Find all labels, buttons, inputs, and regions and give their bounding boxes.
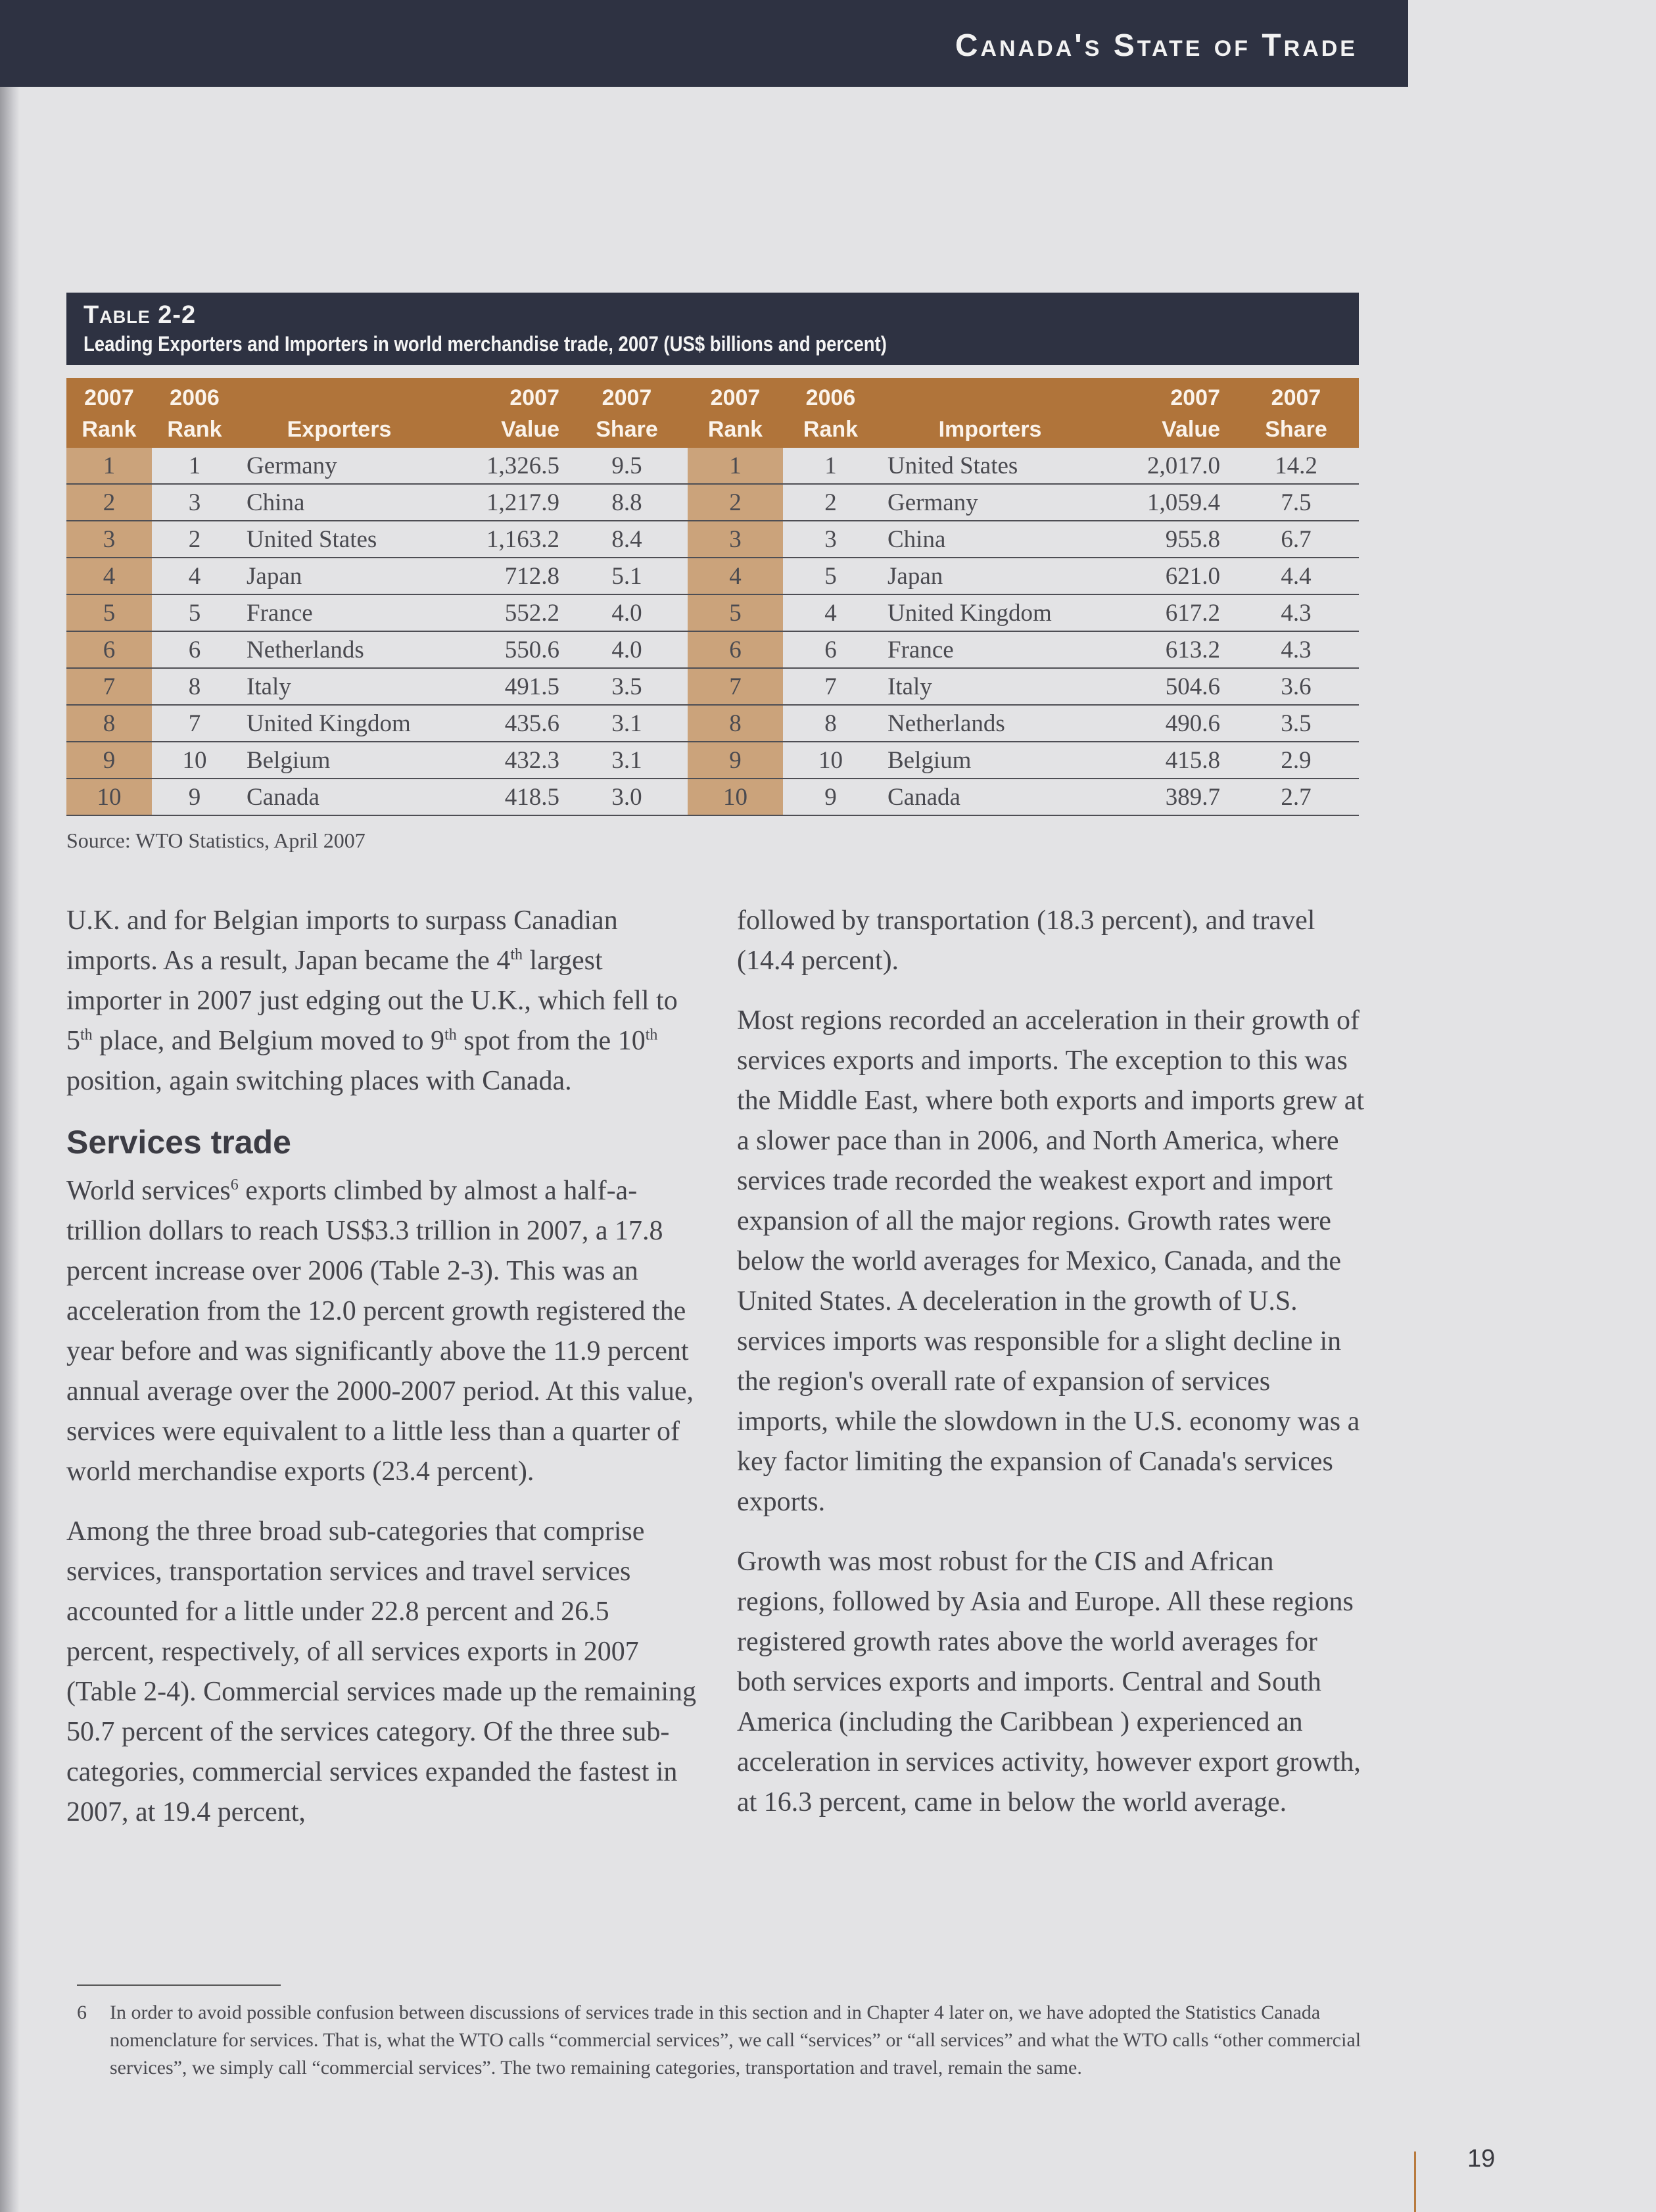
table-cell-iv: 490.6 [1102, 705, 1233, 742]
table-cell-ev: 552.2 [441, 594, 566, 631]
table-cell-er07: 3 [66, 521, 152, 558]
table-cell-iv: 613.2 [1102, 631, 1233, 668]
right-column [737, 901, 1368, 1842]
running-header [0, 0, 1408, 87]
left-paragraph-1: U.K. and for Belgian imports to surpass Canadian imports. As a result, Japan became the 4th largest importer in 2007 just edging out the U.K., which fell to 5th place, and Belgium moved to 9th spot from the 10th position, again switching places with Canada. [66, 905, 678, 1096]
header-imp-share: 2007 Share [1233, 378, 1359, 448]
table-cell-exp: Belgium [237, 742, 441, 779]
table-cell-exp: Netherlands [237, 631, 441, 668]
table-cell-ir07: 6 [688, 631, 783, 668]
table-description: Leading Exporters and Importers in world merchandise trade, 2007 (US$ billions and percent) [83, 332, 887, 356]
table-cell-exp: Japan [237, 558, 441, 594]
table-cell-is: 6.7 [1233, 521, 1359, 558]
table-cell-is: 4.3 [1233, 631, 1359, 668]
table-cell-er06: 10 [152, 742, 237, 779]
table-cell-imp: France [878, 631, 1102, 668]
table-cell-is: 3.5 [1233, 705, 1359, 742]
table-cell-er06: 4 [152, 558, 237, 594]
header-exporters: Exporters [237, 378, 441, 448]
table-cell-er07: 2 [66, 484, 152, 521]
table-row [66, 448, 1359, 484]
table-cell-ev: 550.6 [441, 631, 566, 668]
table-caption [66, 293, 1359, 365]
table-cell-is: 14.2 [1233, 448, 1359, 484]
table-cell-ev: 1,326.5 [441, 448, 566, 484]
table-cell-es: 4.0 [566, 631, 688, 668]
table-cell-ev: 491.5 [441, 668, 566, 705]
table-cell-ev: 1,217.9 [441, 484, 566, 521]
table-cell-er07: 7 [66, 668, 152, 705]
table-cell-ir06: 4 [783, 594, 878, 631]
table-cell-ir06: 10 [783, 742, 878, 779]
table-cell-exp: United States [237, 521, 441, 558]
table-cell-ir07: 3 [688, 521, 783, 558]
table-cell-es: 3.1 [566, 705, 688, 742]
table-cell-iv: 504.6 [1102, 668, 1233, 705]
table-cell-er06: 1 [152, 448, 237, 484]
table-cell-iv: 617.2 [1102, 594, 1233, 631]
footnote-reference[interactable]: 6 [230, 1176, 239, 1193]
table-cell-ir07: 5 [688, 594, 783, 631]
trade-table [66, 378, 1359, 816]
table-cell-er07: 4 [66, 558, 152, 594]
table-cell-is: 2.7 [1233, 779, 1359, 815]
table-cell-ev: 418.5 [441, 779, 566, 815]
table-number: Table 2-2 [83, 301, 197, 329]
footnote-divider [77, 1984, 281, 1986]
table-cell-er06: 3 [152, 484, 237, 521]
table-cell-ir07: 9 [688, 742, 783, 779]
header-exp-rank-2006: 2006 Rank [152, 378, 237, 448]
table-row [66, 631, 1359, 668]
table-cell-ir06: 1 [783, 448, 878, 484]
table-row [66, 594, 1359, 631]
left-column [66, 901, 698, 1852]
table-cell-is: 7.5 [1233, 484, 1359, 521]
table-cell-es: 3.1 [566, 742, 688, 779]
table-cell-ev: 712.8 [441, 558, 566, 594]
table-cell-imp: China [878, 521, 1102, 558]
right-paragraph-2: Most regions recorded an acceleration in their growth of services exports and imports. The exception to this was the Middle East, where both exports and imports grew at a slower pace than in 2006, and North America, where services trade recorded the weakest export and import expansion of all the major regions. Growth rates were below the world averages for Mexico, Canada, and the United States. A deceleration in the growth of U.S. services imports was responsible for a slight decline in the region's overall rate of expansion of services imports, while the slowdown in the U.S. economy was a key factor limiting the expansion of Canada's services exports. [737, 1005, 1365, 1517]
table-cell-es: 8.8 [566, 484, 688, 521]
table-cell-es: 3.0 [566, 779, 688, 815]
header-imp-rank-2006: 2006 Rank [783, 378, 878, 448]
table-row [66, 558, 1359, 594]
table-cell-imp: United States [878, 448, 1102, 484]
table-cell-er07: 5 [66, 594, 152, 631]
header-exp-share: 2007 Share [566, 378, 688, 448]
table-cell-is: 3.6 [1233, 668, 1359, 705]
table-cell-imp: Belgium [878, 742, 1102, 779]
table-cell-ir06: 2 [783, 484, 878, 521]
table-cell-exp: Canada [237, 779, 441, 815]
table-cell-er07: 8 [66, 705, 152, 742]
table-cell-er07: 6 [66, 631, 152, 668]
table-cell-is: 4.3 [1233, 594, 1359, 631]
table-header-row [66, 378, 1359, 448]
table-cell-ir07: 2 [688, 484, 783, 521]
table-cell-exp: United Kingdom [237, 705, 441, 742]
table-cell-er07: 10 [66, 779, 152, 815]
table-cell-iv: 955.8 [1102, 521, 1233, 558]
right-paragraph-1: followed by transportation (18.3 percent), and travel (14.4 percent). [737, 905, 1315, 976]
table-row [66, 668, 1359, 705]
table-cell-ir06: 3 [783, 521, 878, 558]
table-cell-ir07: 8 [688, 705, 783, 742]
table-cell-es: 9.5 [566, 448, 688, 484]
table-cell-imp: Canada [878, 779, 1102, 815]
table-cell-er07: 9 [66, 742, 152, 779]
table-2-2 [66, 293, 1359, 816]
book-spine-shadow [0, 0, 20, 2212]
table-cell-imp: Japan [878, 558, 1102, 594]
left-paragraph-3: Among the three broad sub-categories that comprise services, transportation services and travel services accounted for a little under 22.8 percent and 26.5 percent, respectively, of all services exports in 2007 (Table 2-4). Commercial services made up the remaining 50.7 percent of the services category. Of the three sub-categories, commercial services expanded the fastest in 2007, at 19.4 percent, [66, 1516, 697, 1827]
header-importers: Importers [878, 378, 1102, 448]
table-cell-ir07: 4 [688, 558, 783, 594]
table-row [66, 742, 1359, 779]
table-cell-imp: United Kingdom [878, 594, 1102, 631]
table-cell-ir06: 7 [783, 668, 878, 705]
table-cell-ir07: 10 [688, 779, 783, 815]
table-cell-is: 4.4 [1233, 558, 1359, 594]
table-cell-iv: 2,017.0 [1102, 448, 1233, 484]
table-row [66, 521, 1359, 558]
footnote-number: 6 [77, 2002, 87, 2023]
header-exp-rank-2007: 2007 Rank [66, 378, 152, 448]
table-cell-iv: 415.8 [1102, 742, 1233, 779]
table-cell-ir06: 5 [783, 558, 878, 594]
table-cell-ir07: 1 [688, 448, 783, 484]
header-imp-value: 2007 Value [1102, 378, 1233, 448]
table-cell-er06: 6 [152, 631, 237, 668]
right-paragraph-3: Growth was most robust for the CIS and African regions, followed by Asia and Europe. All these regions registered growth rates above the world averages for both services exports and imports. Central and South America (including the Caribbean ) experienced an acceleration in services activity, however export growth, at 16.3 percent, came in below the world average. [737, 1547, 1361, 1817]
table-cell-es: 4.0 [566, 594, 688, 631]
header-exp-value: 2007 Value [441, 378, 566, 448]
table-cell-iv: 389.7 [1102, 779, 1233, 815]
header-imp-rank-2007: 2007 Rank [688, 378, 783, 448]
table-cell-er07: 1 [66, 448, 152, 484]
table-cell-ir06: 9 [783, 779, 878, 815]
table-cell-exp: France [237, 594, 441, 631]
table-cell-er06: 8 [152, 668, 237, 705]
footnote [77, 1999, 1365, 2082]
table-cell-exp: Germany [237, 448, 441, 484]
table-cell-es: 8.4 [566, 521, 688, 558]
footnote-text: In order to avoid possible confusion between discussions of services trade in this section and in Chapter 4 later on, we have adopted the Statistics Canada nomenclature for services. That is, what the WTO calls “commercial services”, we call “services” or “all services” and what the WTO calls “other commercial services”, we simply call “commercial services”. The two remaining categories, transportation and travel, remain the same. [110, 2002, 1361, 2079]
table-cell-er06: 2 [152, 521, 237, 558]
table-source: Source: WTO Statistics, April 2007 [66, 829, 366, 852]
table-cell-es: 3.5 [566, 668, 688, 705]
table-cell-ir07: 7 [688, 668, 783, 705]
table-cell-er06: 5 [152, 594, 237, 631]
table-cell-es: 5.1 [566, 558, 688, 594]
table-cell-imp: Netherlands [878, 705, 1102, 742]
running-header-title: Canada's State of Trade [955, 28, 1358, 63]
left-paragraph-2: World services$^6$ exports climbed by almost a half-a-trillion dollars to reach US$3.3 trillion in 2007, a 17.8 percent increase over 2006 (Table 2-3). This was an acceleration from the 12.0 percent growth registered the year before and was significantly above the 11.9 percent annual average over the 2000-2007 period. At this value, services were equivalent to a little less than a quarter of world merchandise exports (23.4 percent). [66, 1176, 694, 1487]
table-cell-er06: 7 [152, 705, 237, 742]
table-cell-exp: China [237, 484, 441, 521]
table-cell-imp: Italy [878, 668, 1102, 705]
table-cell-is: 2.9 [1233, 742, 1359, 779]
section-heading-services-trade: Services trade [66, 1124, 291, 1161]
page-number: 19 [1467, 2145, 1496, 2173]
table-cell-iv: 1,059.4 [1102, 484, 1233, 521]
table-cell-ev: 432.3 [441, 742, 566, 779]
table-cell-imp: Germany [878, 484, 1102, 521]
table-cell-iv: 621.0 [1102, 558, 1233, 594]
page-number-rule [1414, 2152, 1416, 2212]
table-cell-exp: Italy [237, 668, 441, 705]
table-cell-er06: 9 [152, 779, 237, 815]
table-row [66, 779, 1359, 815]
table-row [66, 484, 1359, 521]
table-cell-ir06: 6 [783, 631, 878, 668]
table-cell-ev: 435.6 [441, 705, 566, 742]
table-cell-ev: 1,163.2 [441, 521, 566, 558]
table-cell-ir06: 8 [783, 705, 878, 742]
table-row [66, 705, 1359, 742]
